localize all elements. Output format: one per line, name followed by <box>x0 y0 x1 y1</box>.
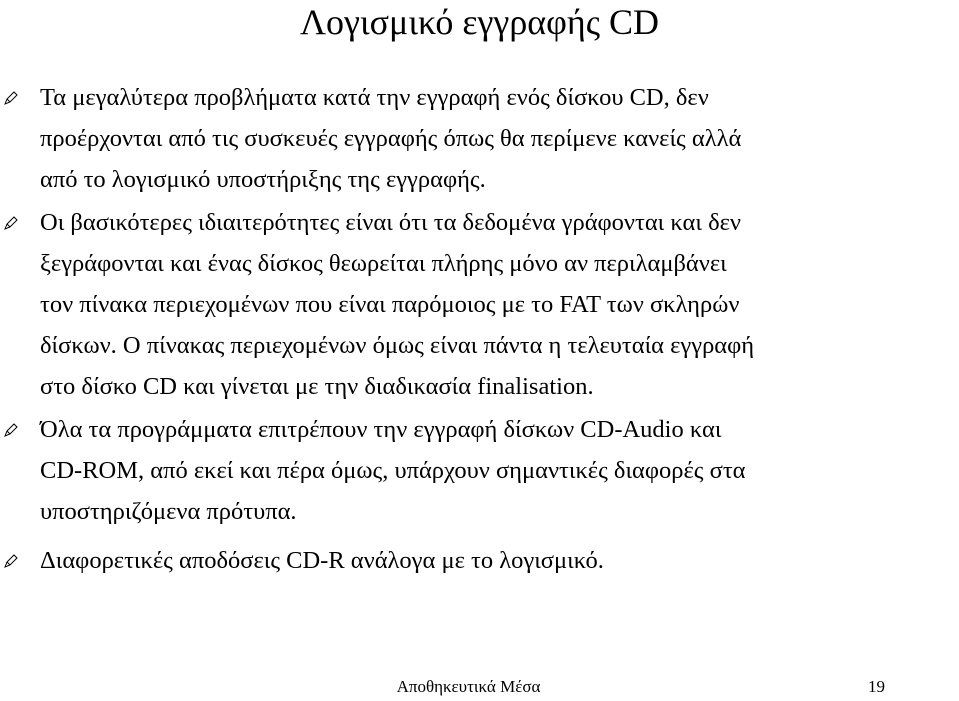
bullet-line: στο δίσκο CD και γίνεται με την διαδικασία finalisation. <box>40 373 594 400</box>
bullet-line: Διαφορετικές αποδόσεις CD-R ανάλογα με το λογισμικό. <box>40 547 604 574</box>
bullet-line: Οι βασικότερες ιδιαιτερότητες είναι ότι τα δεδομένα γράφονται και δεν <box>40 209 741 236</box>
bullet-text <box>40 77 955 200</box>
footer-text: Αποθηκευτικά Μέσα <box>396 677 541 696</box>
bullet-line: από το λογισμικό υποστήριξης της εγγραφής. <box>40 166 486 193</box>
bullet-line: δίσκων. Ο πίνακας περιεχομένων όμως είναι πάντα η τελευταία εγγραφή <box>40 332 755 359</box>
page-number: 19 <box>868 677 885 696</box>
bullet-line: τον πίνακα περιεχομένων που είναι παρόμοιος με το FAT των σκληρών <box>40 291 740 318</box>
pencil-bullet-icon <box>4 216 18 230</box>
pencil-bullet-icon <box>4 91 18 105</box>
bullet-line: Όλα τα προγράμματα επιτρέπουν την εγγραφή δίσκων CD-Audio και <box>40 416 722 443</box>
bullet-line: Τα μεγαλύτερα προβλήματα κατά την εγγραφή ενός δίσκου CD, δεν <box>40 84 709 111</box>
pencil-bullet-icon <box>4 554 18 568</box>
bullet-text <box>40 540 955 581</box>
bullet-line: ξεγράφονται και ένας δίσκος θεωρείται πλήρης μόνο αν περιλαμβάνει <box>40 250 727 277</box>
bullet-text <box>40 409 955 532</box>
bullet-line: προέρχονται από τις συσκευές εγγραφής όπως θα περίμενε κανείς αλλά <box>40 125 742 152</box>
bullet-line: υποστηριζόμενα πρότυπα. <box>40 498 297 525</box>
bullet-line: CD-ROM, από εκεί και πέρα όμως, υπάρχουν σημαντικές διαφορές στα <box>40 457 746 484</box>
slide-title: Λογισμικό εγγραφής CD <box>299 2 660 42</box>
pencil-bullet-icon <box>4 423 18 437</box>
bullet-text <box>40 202 955 407</box>
